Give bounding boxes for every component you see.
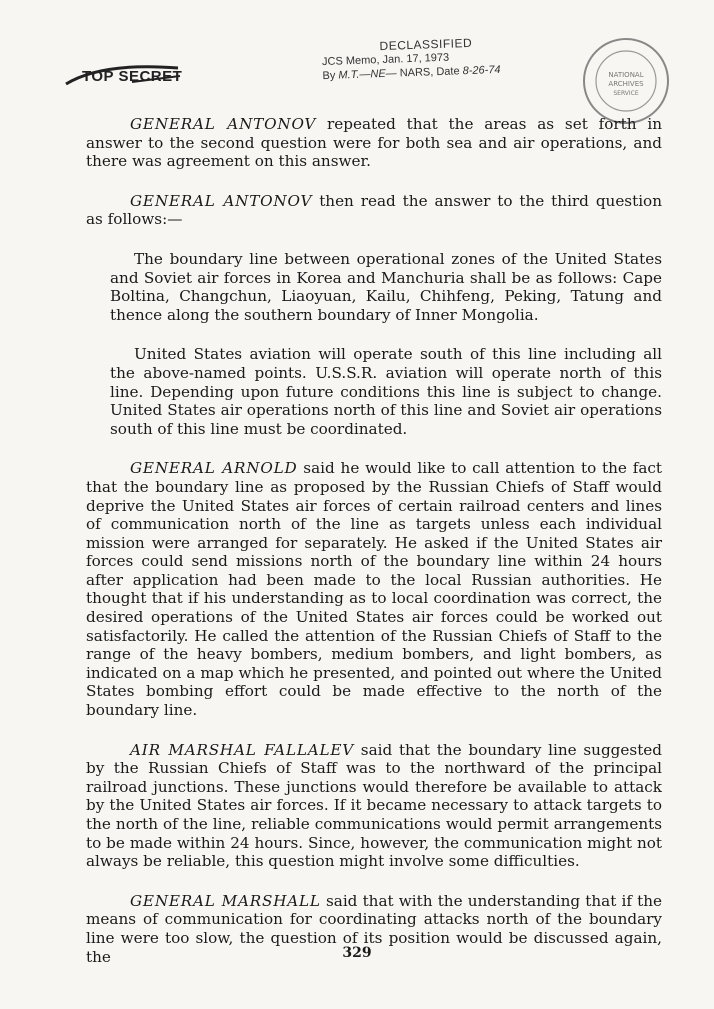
svg-text:SERVICE: SERVICE — [613, 90, 639, 97]
declassified-signature: M.T.—NE— — [338, 67, 397, 82]
paragraph-text: then read the answer to the third question as follows:— — [86, 191, 662, 229]
paragraph-6 — [86, 741, 662, 871]
classification-label: TOP SECRET — [82, 68, 183, 85]
page-header — [0, 0, 714, 110]
paragraph-5 — [86, 459, 662, 719]
paragraph-text: said that with the understanding that if the means of communication for coordinating attacks north of the boundary line were too slow, the question of its position would be discussed again, the — [86, 891, 662, 966]
speaker-name: AIR MARSHAL FALLALEV — [130, 740, 355, 759]
paragraph-text: The boundary line between operational zones of the United States and Soviet air forces in Korea and Manchuria shall be as follows: Cape Boltina, Changchun, Liaoyuan, Kailu, Chihfeng, Peking, Tatung and thence along the southern boundary of Inner Mongolia. — [110, 249, 662, 324]
library-seal-stamp — [580, 35, 672, 127]
declassified-nars: NARS, Date — [399, 65, 460, 80]
speaker-name: GENERAL MARSHALL — [130, 891, 321, 910]
paragraph-text: United States aviation will operate south of this line including all the above-named points. U.S.S.R. aviation will operate north of this line. Depending upon future conditions this line is subject to change. United States air operations north of this line and Soviet air operations south of this line must be coordinated. — [110, 345, 662, 438]
paragraph-text: said he would like to call attention to the fact that the boundary line as proposed by the Russian Chiefs of Staff would deprive the United States air forces of certain railroad centers and lines of communication north of the line as targets unless each individual mission were arranged for separately. He asked if the United States air forces could send missions north of the boundary line within 24 hours after application had been made to the local Russian authorities. He thought that if his understanding as to local coordination was correct, the desired operations of the United States air forces could be worked out satisfactorily. He called the attention of the Russian Chiefs of Staff to the range of the heavy bombers, medium bombers, and light bombers, as indicated on a map which he presented, and pointed out where the United States bombing effort could be made effective to the north of the boundary line. — [86, 459, 662, 720]
declassified-by-prefix: By — [322, 69, 336, 83]
declassification-stamp — [321, 35, 500, 83]
paragraph-text: repeated that the areas as set forth in answer to the second question were for both sea and air operations, and there was agreement on this answer. — [86, 115, 662, 171]
quoted-answer-paragraph-2 — [110, 345, 662, 438]
declassified-title: DECLASSIFIED — [379, 35, 473, 54]
page-number: 329 — [342, 945, 372, 961]
paragraph-2 — [86, 192, 662, 229]
quoted-answer-paragraph-1 — [110, 250, 662, 324]
declassified-date: 8-26-74 — [462, 63, 501, 78]
paragraph-text: said that the boundary line suggested by the Russian Chiefs of Staff was to the northward of the principal railroad junctions. These junctions would therefore be available to attack by the United States air forces. If it became necessary to attack targets to the north of the line, reliable communications would permit arrangements to be made within 24 hours. Since, however, the communication might not always be reliable, this question might involve some difficulties. — [86, 740, 663, 871]
speaker-name: GENERAL ANTONOV — [130, 191, 313, 210]
speaker-name: GENERAL ARNOLD — [130, 459, 298, 478]
speaker-name: GENERAL ANTONOV — [130, 115, 317, 133]
svg-text:ARCHIVES: ARCHIVES — [608, 80, 644, 88]
document-body — [86, 115, 662, 987]
paragraph-1 — [86, 115, 662, 171]
declassified-authority: JCS Memo, Jan. 17, 1973 — [321, 51, 450, 69]
svg-text:NATIONAL: NATIONAL — [608, 71, 644, 79]
